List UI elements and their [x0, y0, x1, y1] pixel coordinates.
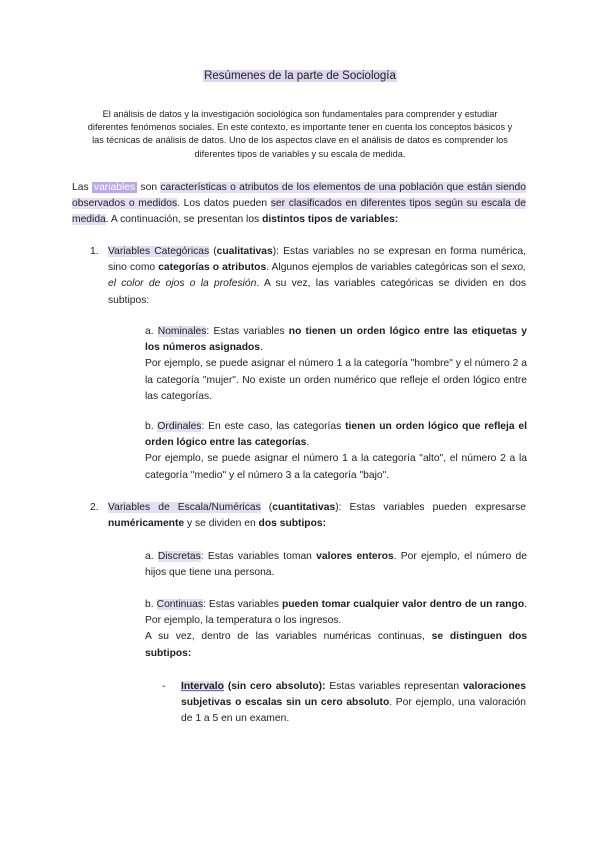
text: .: [306, 437, 310, 449]
text: a.: [145, 326, 158, 337]
intro-paragraph: El análisis de datos y la investigación sociológica son fundamentales para comprender y estudiar diferentes fenómenos sociales. En este contexto, es importante tener en cuenta los conceptos básicos y las técnicas de análisis de datos. Uno de los aspectos clave en el análisis de datos es comprender los diferentes tipos de variables y su escala de medida.: [87, 109, 513, 159]
list-item-categorical: [108, 244, 526, 309]
term-categoricas: Variables Categóricas: [108, 246, 210, 257]
bold-text: valoraciones subjetivas o escalas sin un cero absoluto: [181, 681, 526, 709]
page-title: [0, 70, 600, 82]
subitem-discretas: [145, 549, 527, 581]
bold-text: se distinguen dos subtipos:: [145, 631, 527, 659]
subitem-nominales: [145, 324, 527, 405]
text: . Algunos ejemplos de variables categóricas son el: [266, 262, 502, 274]
bold-text: cualitativas: [216, 246, 273, 257]
text: . A su vez, las variables categóricas se dividen en dos subtipos:: [108, 278, 526, 306]
term-intervalo: Intervalo: [181, 681, 224, 692]
subitem-continuas: [145, 597, 527, 662]
bold-text: (sin cero absoluto):: [223, 681, 326, 692]
text: : Estas variables: [203, 599, 282, 610]
bold-text: distintos tipos de variables:: [262, 214, 399, 226]
text: .: [260, 342, 263, 354]
highlight-variables: variables: [93, 182, 136, 193]
term-continuas: Continuas: [156, 599, 204, 610]
term-discretas: Discretas: [157, 551, 201, 562]
highlight-definition: características o atributos de los elementos de una población que están siendo observados o medidos: [72, 182, 526, 210]
bold-text: numéricamente: [108, 518, 185, 530]
list-item-numeric: [108, 500, 526, 532]
text: b.: [145, 599, 157, 610]
text: : Estas variables pueden expresarse: [338, 502, 527, 513]
bullet-dash: -: [162, 681, 166, 692]
text: y se dividen en: [184, 518, 259, 530]
list-number-2: 2.: [90, 502, 99, 513]
text: . Por ejemplo, el número de hijos que tiene una persona.: [145, 551, 527, 579]
text: . A continuación, se presentan los: [105, 214, 263, 226]
example-text: Por ejemplo, se puede asignar el número 1 a la categoría "hombre" y el número 2 a la categoría "mujer". No existe un orden numérico que refleje el orden lógico entre las categorías.: [145, 358, 527, 402]
text: ): [272, 246, 277, 257]
text: : Estas variables: [206, 326, 289, 337]
page-title-text: Resúmenes de la parte de Sociología: [204, 70, 396, 82]
text: son: [137, 182, 161, 193]
text: : En este caso, las categorías: [201, 421, 346, 432]
text: . Los datos pueden: [177, 198, 271, 210]
text: (: [209, 246, 217, 257]
subitem-ordinales: [145, 419, 527, 484]
text: b.: [145, 421, 158, 432]
text: : Estas variables toman: [200, 551, 317, 562]
text: : Estas variables no se expresan en forma numérica, sino como: [108, 246, 526, 274]
text: A su vez, dentro de las variables numéricas continuas,: [145, 631, 432, 643]
variables-definition-paragraph: [72, 180, 526, 229]
bold-text: categorías o atributos: [158, 262, 267, 274]
text: ): [335, 502, 339, 513]
bold-text: pueden tomar cualquier valor dentro de un rango: [281, 599, 525, 610]
text: . Por ejemplo, una valoración de 1 a 5 en un examen.: [181, 697, 526, 725]
italic-text: sexo, el color de ojos o la profesión: [108, 262, 526, 290]
text: (: [260, 502, 273, 513]
bold-text: dos subtipos:: [258, 518, 327, 530]
subitem-line: [145, 597, 527, 629]
text: . Por ejemplo, la temperatura o los ingresos.: [145, 599, 527, 627]
subitem-intervalo: [181, 679, 526, 728]
subitem-line: [145, 629, 527, 661]
highlight-classification: ser clasificados en diferentes tipos según su escala de medida: [72, 198, 526, 226]
bold-text: tienen un orden lógico que refleja el orden lógico entre las categorías: [145, 421, 528, 449]
term-ordinales: Ordinales: [157, 421, 202, 432]
list-number-1: 1.: [90, 246, 99, 257]
term-escala-numericas: Variables de Escala/Numéricas: [108, 502, 261, 513]
bold-text: valores enteros: [316, 551, 394, 562]
subitem-line: [145, 324, 527, 356]
bold-text: cuantitativas: [272, 502, 336, 513]
term-nominales: Nominales: [157, 326, 207, 337]
text: Las: [72, 182, 92, 193]
text: Estas variables representan: [325, 681, 464, 692]
example-text: Por ejemplo, se puede asignar el número 1 a la categoría "alto", el número 2 a la categoría "medio" y el número 3 a la categoría "bajo".: [145, 453, 527, 481]
bold-text: no tienen un orden lógico entre las etiquetas y los números asignados: [145, 326, 528, 354]
text: a.: [145, 551, 158, 562]
subitem-line: [145, 419, 527, 451]
